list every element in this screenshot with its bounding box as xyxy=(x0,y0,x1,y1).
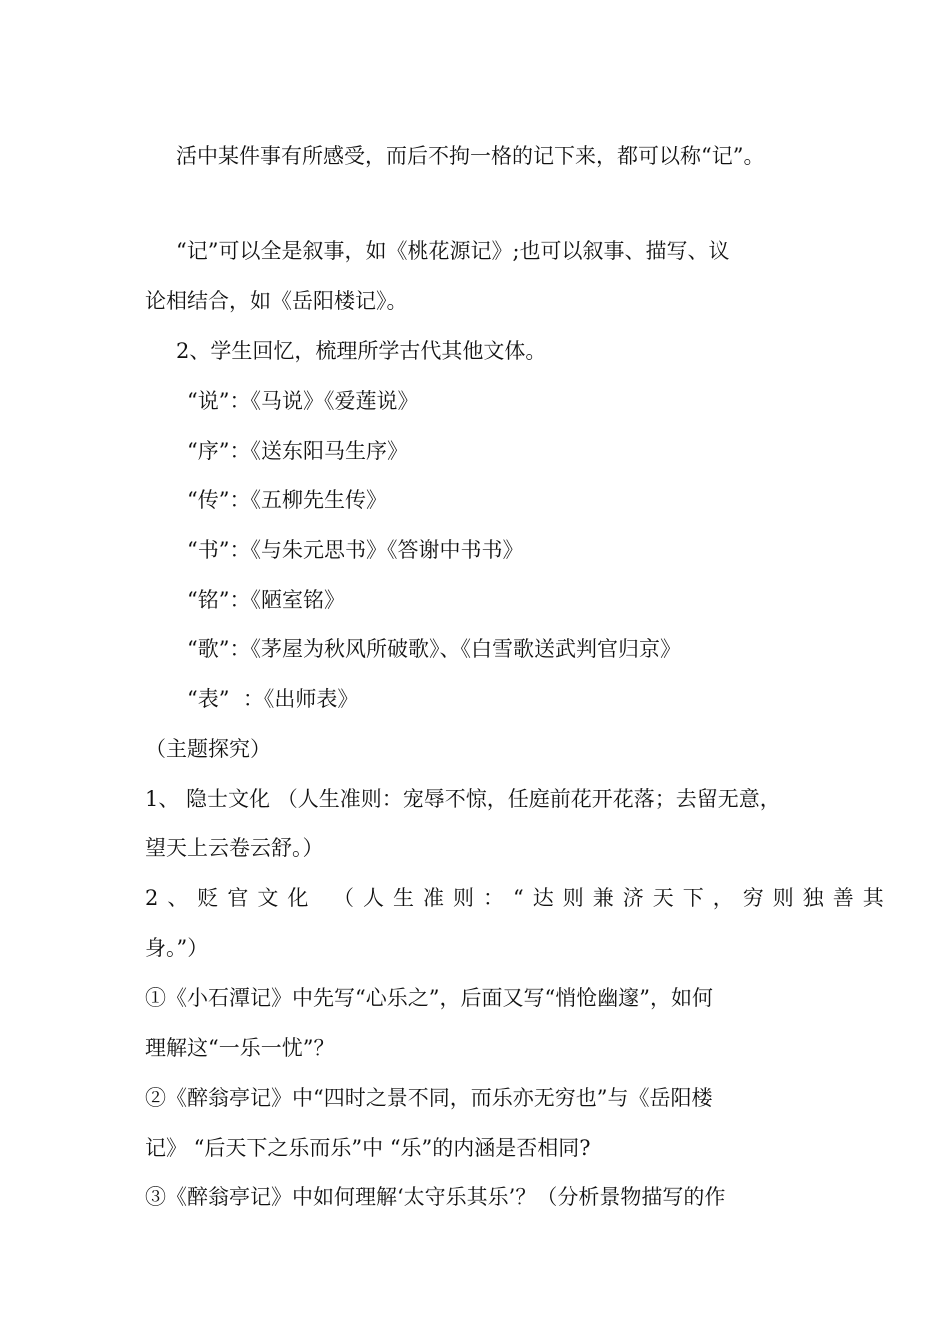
list-heading-genres: 2、学生回忆，梳理所学古代其他文体。 xyxy=(176,339,547,363)
question-2: ②《醉翁亭记》中“四时之景不同，而乐亦无穷也”与《岳阳楼 xyxy=(145,1086,713,1110)
genre-item-ge: “歌”：《茅屋为秋风所破歌》、《白雪歌送武判官归京》 xyxy=(187,637,681,661)
question-1-cont: 理解这“一乐一忧”？ xyxy=(145,1036,335,1060)
theme-item-2-cont: 身。”） xyxy=(145,936,209,960)
question-1: ①《小石潭记》中先写“心乐之”，后面又写“悄怆幽邃”，如何 xyxy=(145,986,713,1010)
genre-item-biao: “表” ：《出师表》 xyxy=(187,687,359,711)
genre-item-zhuan: “传”：《五柳先生传》 xyxy=(187,488,387,512)
theme-item-1: 1、 隐士文化 （人生准则：宠辱不惊，任庭前花开花落；去留无意， xyxy=(145,787,781,811)
genre-item-shuo: “说”：《马说》《爱莲说》 xyxy=(187,389,419,413)
paragraph-line-2: “记”可以全是叙事，如《桃花源记》;也可以叙事、描写、议 xyxy=(176,239,730,263)
paragraph-line-3: 论相结合，如《岳阳楼记》。 xyxy=(145,289,408,313)
genre-item-shu: “书”：《与朱元思书》《答谢中书书》 xyxy=(187,538,524,562)
paragraph-line-1: 活中某件事有所感受，而后不拘一格的记下来，都可以称“记”。 xyxy=(176,144,765,168)
question-2-cont: 记》 “后天下之乐而乐”中 “乐”的内涵是否相同? xyxy=(145,1136,591,1160)
section-heading-theme: （主题探究） xyxy=(145,737,271,761)
question-3: ③《醉翁亭记》中如何理解‘太守乐其乐’？（分析景物描写的作 xyxy=(145,1185,726,1209)
theme-item-1-cont: 望天上云卷云舒。） xyxy=(145,836,324,860)
genre-item-xu: “序”：《送东阳马生序》 xyxy=(187,439,408,463)
genre-item-ming: “铭”：《陋室铭》 xyxy=(187,588,345,612)
theme-item-2: 2、贬官文化 （人生准则：“达则兼济天下，穷则独善其 xyxy=(145,886,893,910)
